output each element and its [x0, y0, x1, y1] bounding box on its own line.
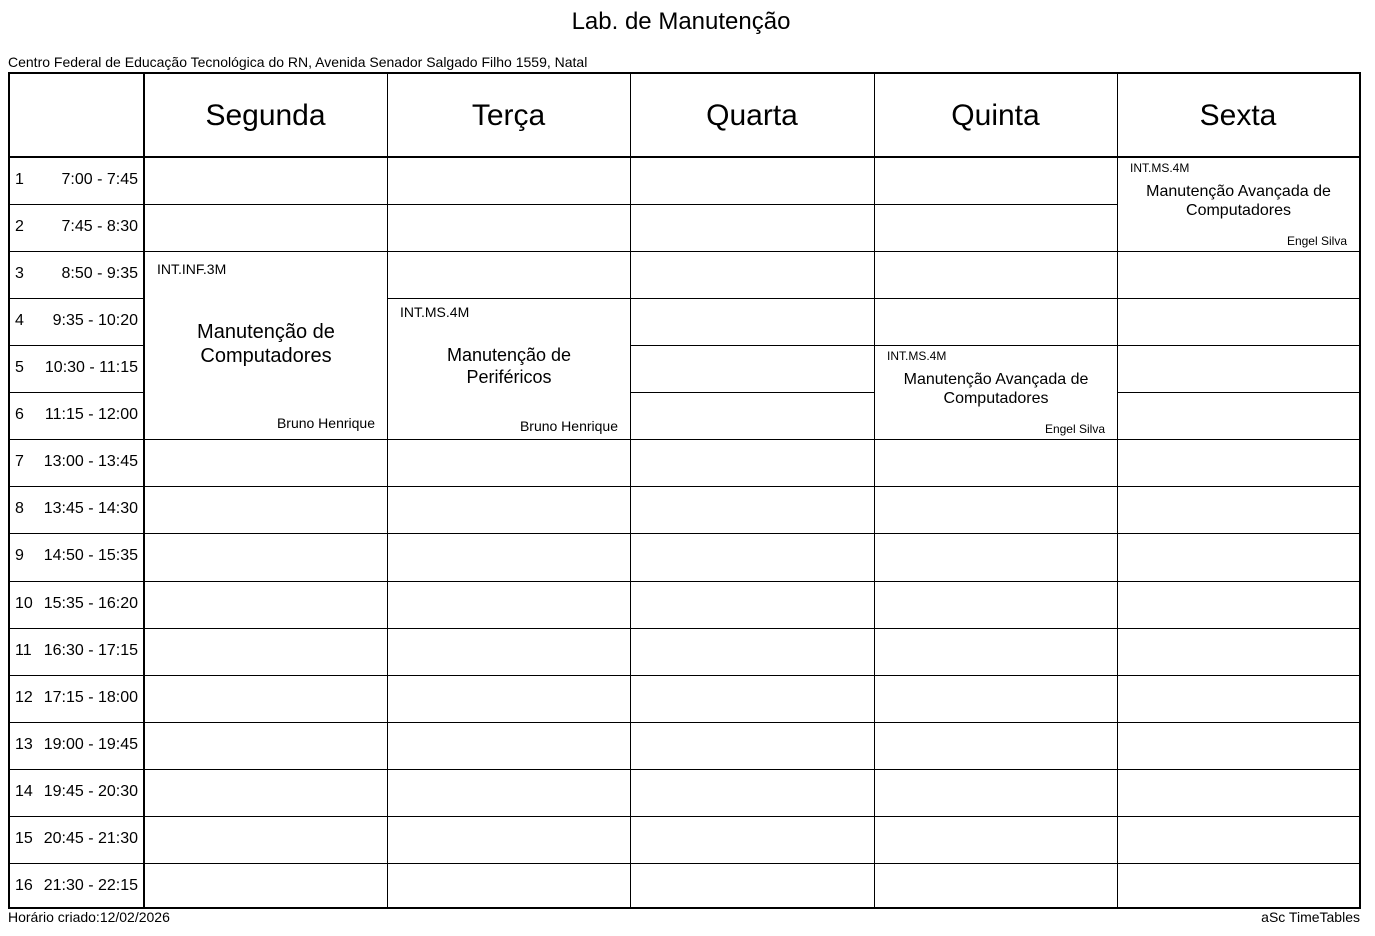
period-time: 13:45 - 14:30	[43, 500, 138, 517]
period-number: 8	[15, 500, 24, 517]
period-time: 11:15 - 12:00	[44, 406, 138, 423]
row-divider	[10, 675, 1359, 676]
lesson-teacher: Bruno Henrique	[276, 415, 375, 431]
period-number: 1	[15, 171, 24, 188]
period-number: 15	[15, 830, 33, 847]
lesson-card[interactable]	[145, 252, 387, 439]
lesson-class: INT.MS.4M	[1130, 161, 1190, 175]
lesson-class: INT.MS.4M	[400, 304, 470, 320]
period-time: 15:35 - 16:20	[43, 595, 138, 612]
period-label	[10, 595, 144, 615]
period-number: 11	[15, 642, 32, 659]
period-label	[10, 877, 144, 897]
period-label	[10, 218, 144, 238]
period-label	[10, 406, 144, 426]
lesson-subject: Manutenção Avançada de Computadores	[903, 371, 1089, 408]
lesson-subject: Manutenção Avançada de Computadores	[1146, 183, 1331, 220]
row-divider	[10, 628, 1359, 629]
period-number: 13	[15, 736, 33, 753]
period-time: 13:00 - 13:45	[43, 453, 138, 470]
column-divider	[387, 74, 388, 907]
day-header: Terça	[471, 98, 546, 132]
day-header: Sexta	[1199, 98, 1277, 132]
period-time: 21:30 - 22:15	[43, 877, 138, 894]
lesson-card[interactable]	[1118, 158, 1359, 251]
period-label	[10, 736, 144, 756]
period-label	[10, 500, 144, 520]
lesson-card[interactable]	[388, 299, 630, 439]
period-number: 14	[15, 783, 33, 800]
period-time: 20:45 - 21:30	[43, 830, 138, 847]
row-divider	[10, 769, 1359, 770]
column-divider	[630, 74, 631, 907]
period-time: 19:45 - 20:30	[43, 783, 138, 800]
period-number: 7	[15, 453, 24, 470]
period-time: 8:50 - 9:35	[61, 265, 138, 282]
day-header: Quarta	[706, 98, 798, 132]
lesson-class: INT.MS.4M	[887, 349, 947, 363]
period-label	[10, 453, 144, 473]
period-number: 4	[15, 312, 24, 329]
period-label	[10, 783, 144, 803]
timetable-grid	[8, 72, 1361, 909]
row-divider	[10, 486, 1359, 487]
lesson-teacher: Bruno Henrique	[519, 418, 618, 434]
period-time: 16:30 - 17:15	[43, 642, 138, 659]
row-divider	[10, 816, 1359, 817]
lesson-subject: Manutenção de Periféricos	[446, 345, 572, 387]
lesson-class: INT.INF.3M	[157, 261, 227, 277]
period-label	[10, 359, 144, 379]
page-title: Lab. de Manutenção	[571, 8, 791, 35]
period-number: 2	[15, 218, 24, 235]
period-label	[10, 265, 144, 285]
lesson-subject: Manutenção de Computadores	[197, 321, 335, 367]
period-label	[10, 830, 144, 850]
software-credit: aSc TimeTables	[1261, 909, 1360, 925]
row-divider	[10, 439, 1359, 440]
period-time: 17:15 - 18:00	[43, 689, 138, 706]
period-number: 3	[15, 265, 24, 282]
lesson-card[interactable]	[875, 346, 1117, 439]
period-number: 5	[15, 359, 24, 376]
lesson-teacher: Engel Silva	[1044, 422, 1105, 436]
period-label	[10, 689, 144, 709]
period-number: 9	[15, 547, 24, 564]
school-address: Centro Federal de Educação Tecnológica do RN, Avenida Senador Salgado Filho 1559, Natal	[8, 54, 588, 70]
period-time: 7:45 - 8:30	[61, 218, 138, 235]
day-header: Segunda	[205, 98, 326, 132]
row-divider	[10, 863, 1359, 864]
row-divider	[10, 581, 1359, 582]
period-label	[10, 171, 144, 191]
row-divider	[10, 722, 1359, 723]
lesson-teacher: Engel Silva	[1286, 234, 1347, 248]
period-time: 19:00 - 19:45	[43, 736, 138, 753]
column-divider	[874, 74, 875, 907]
period-number: 16	[15, 877, 33, 894]
period-number: 12	[15, 689, 33, 706]
period-label	[10, 642, 144, 662]
period-number: 10	[15, 595, 33, 612]
day-header: Quinta	[951, 98, 1040, 132]
period-time: 9:35 - 10:20	[52, 312, 138, 329]
created-date: Horário criado:12/02/2026	[8, 909, 170, 925]
period-label	[10, 547, 144, 567]
row-divider	[10, 533, 1359, 534]
period-time: 10:30 - 11:15	[44, 359, 138, 376]
period-time: 7:00 - 7:45	[61, 171, 138, 188]
period-time: 14:50 - 15:35	[43, 547, 138, 564]
period-number: 6	[15, 406, 24, 423]
period-label	[10, 312, 144, 332]
